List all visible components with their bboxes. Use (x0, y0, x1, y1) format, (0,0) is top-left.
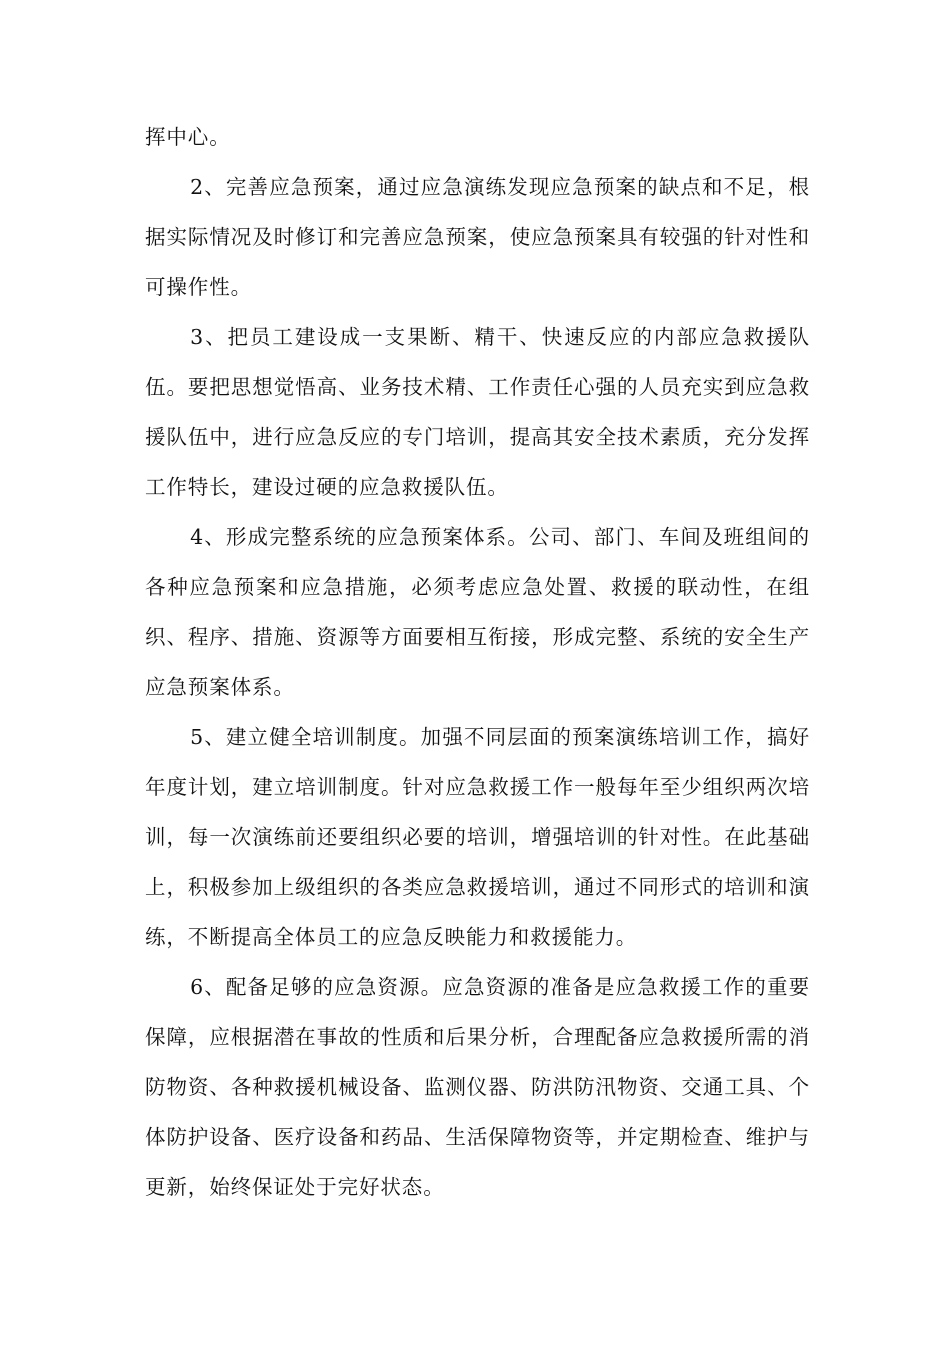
paragraph-item-3: 3、把员工建设成一支果断、精干、快速反应的内部应急救援队伍。要把思想觉悟高、业务技术精、工作责任心强的人员充实到应急救援队伍中，进行应急反应的专门培训，提高其安全技术素质，充分发挥工作特长，建设过硬的应急救援队伍。 (145, 325, 810, 499)
paragraph-item-5: 5、建立健全培训制度。加强不同层面的预案演练培训工作，搞好年度计划，建立培训制度。针对应急救援工作一般每年至少组织两次培训，每一次演练前还要组织必要的培训，增强培训的针对性。在此基础上，积极参加上级组织的各类应急救援培训，通过不同形式的培训和演练，不断提高全体员工的应急反映能力和救援能力。 (145, 725, 810, 949)
paragraph-item-4: 4、形成完整系统的应急预案体系。公司、部门、车间及班组间的各种应急预案和应急措施，必须考虑应急处置、救援的联动性，在组织、程序、措施、资源等方面要相互衔接，形成完整、系统的安全生产应急预案体系。 (145, 525, 810, 699)
paragraph-item-6: 6、配备足够的应急资源。应急资源的准备是应急救援工作的重要保障，应根据潜在事故的性质和后果分析，合理配备应急救援所需的消防物资、各种救援机械设备、监测仪器、防洪防汛物资、交通工具、个体防护设备、医疗设备和药品、生活保障物资等，并定期检查、维护与更新，始终保证处于完好状态。 (145, 975, 810, 1199)
paragraph-item-2: 2、完善应急预案，通过应急演练发现应急预案的缺点和不足，根据实际情况及时修订和完善应急预案，使应急预案具有较强的针对性和可操作性。 (145, 175, 810, 299)
document-body (145, 112, 810, 1212)
paragraph-continuation: 挥中心。 (145, 125, 231, 149)
